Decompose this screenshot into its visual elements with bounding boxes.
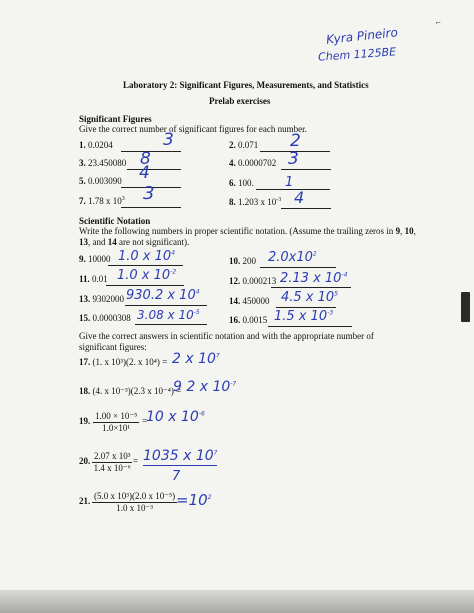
question-20-number: 20. [79, 456, 91, 466]
question-10: 10. 200 [229, 256, 256, 266]
answer-6: 1 [285, 175, 294, 190]
answer-line [106, 285, 184, 286]
answer-5: 4 [139, 163, 150, 183]
question-21-number: 21. [79, 496, 91, 506]
question-13: 13. 9302000 [79, 294, 124, 304]
answer-4: 3 [288, 149, 299, 169]
answer-16: 1.5 x $10^{-3}$ [274, 309, 334, 324]
section-instruction: Give the correct number of significant figures for each number. [79, 124, 307, 134]
equals-sign: = [133, 456, 139, 466]
answer-3: 8 [140, 149, 151, 169]
answer-line [271, 287, 351, 288]
answer-20-numerator: 1035 x $10^7$ [143, 448, 218, 464]
question-8: 8. 1.203 x $10^{-3}$ [229, 197, 282, 207]
question-11: 11. 0.01 [79, 274, 108, 284]
answer-line [281, 208, 331, 209]
answer-2: 2 [290, 131, 301, 151]
answer-line [281, 169, 331, 170]
answer-line [121, 151, 181, 152]
answer-19: 10 x $10^{-6}$ [146, 409, 205, 425]
page-title: Laboratory 2: Significant Figures, Measurements, and Statistics [123, 80, 369, 90]
answer-line [108, 265, 183, 266]
student-course: Chem 1125BE [317, 45, 397, 64]
answer-line [276, 307, 336, 308]
answer-line [256, 189, 330, 190]
question-7: 7. 1.78 x $10^3$ [79, 196, 125, 206]
question-14: 14. 450000 [229, 296, 270, 306]
question-21-fraction: $\frac{\text{(5.0 x 10³)(2.0 x 10⁻⁵)}}{\text{1.0 x 10⁻³}}$ [94, 491, 176, 513]
question-5: 5. 0.003090 [79, 176, 122, 186]
answer-20-denominator: 7 [172, 469, 181, 484]
question-19-fraction: $\frac{\text{1.00 × 10⁻⁵}}{\text{1.0×10¹}}$ [95, 411, 138, 433]
answer-11: 1.0 x $10^{-2}$ [117, 268, 177, 283]
answer-12: 2.13 x $10^{-4}$ [280, 271, 348, 286]
answer-9: 1.0 x $10^4$ [118, 249, 176, 264]
question-15: 15. 0.0000308 [79, 313, 131, 323]
answer-line [121, 207, 181, 208]
question-17: 17. (1. x 10³)(2. x 10⁴) = [79, 357, 168, 367]
section-instruction: Write the following numbers in proper scientific notation. (Assume the trailing zeros in 9, 10, [79, 226, 416, 236]
answer-7: 3 [143, 183, 155, 204]
answer-13: 930.2 x $10^4$ [126, 288, 200, 303]
question-19-number: 19. [79, 416, 91, 426]
question-3: 3. 23.450080 [79, 158, 127, 168]
question-2: 2. 0.071 [229, 140, 259, 150]
question-9: 9. 10000 [79, 254, 111, 264]
section-instruction-cont: 13, and 14 are not significant). [79, 237, 190, 247]
answer-line [135, 324, 207, 325]
question-20-fraction: $\frac{\text{2.07 x 10³}}{\text{1.4 x 10⁻⁶}}$ [93, 451, 131, 473]
student-name: Kyra Pineiro [325, 25, 399, 47]
page-subtitle: Prelab exercises [209, 96, 271, 106]
question-4: 4. 0.0000702 [229, 158, 277, 168]
section-heading-significant-figures: Significant Figures [79, 114, 152, 124]
section3-instruction: Give the correct answers in scientific notation and with the appropriate number of significant figures: [79, 331, 374, 352]
question-6: 6. 100. [229, 178, 254, 188]
section-heading-scientific-notation: Scientific Notation [79, 216, 151, 226]
equals-sign: = [142, 416, 148, 426]
answer-14: 4.5 x $10^5$ [281, 290, 339, 305]
answer-8: 4 [294, 188, 305, 207]
question-16: 16. 0.0015 [229, 315, 268, 325]
answer-21: $=10^2$ [176, 491, 212, 509]
question-1: 1. 0.0204 [79, 140, 113, 150]
question-12: 12. 0.000213 [229, 276, 277, 286]
answer-1: 3 [163, 130, 174, 150]
answer-18: 9 2 x $10^{-7}$ [173, 379, 237, 395]
answer-line [125, 305, 207, 306]
question-18: 18. (4. x 10⁻³)(2.3 x 10⁻⁴) = [79, 386, 182, 396]
binder-clip [461, 292, 470, 322]
answer-line [260, 267, 336, 268]
answer-15: 3.08 x $10^{-5}$ [137, 308, 200, 322]
page-corner-mark: ⌐ [436, 18, 441, 27]
answer-17: 2 x $10^7$ [172, 351, 220, 367]
answer-line [127, 169, 181, 170]
page-shadow-edge [0, 590, 474, 613]
answer-line [268, 326, 352, 327]
answer-10: $2.0x10^2$ [268, 250, 317, 265]
